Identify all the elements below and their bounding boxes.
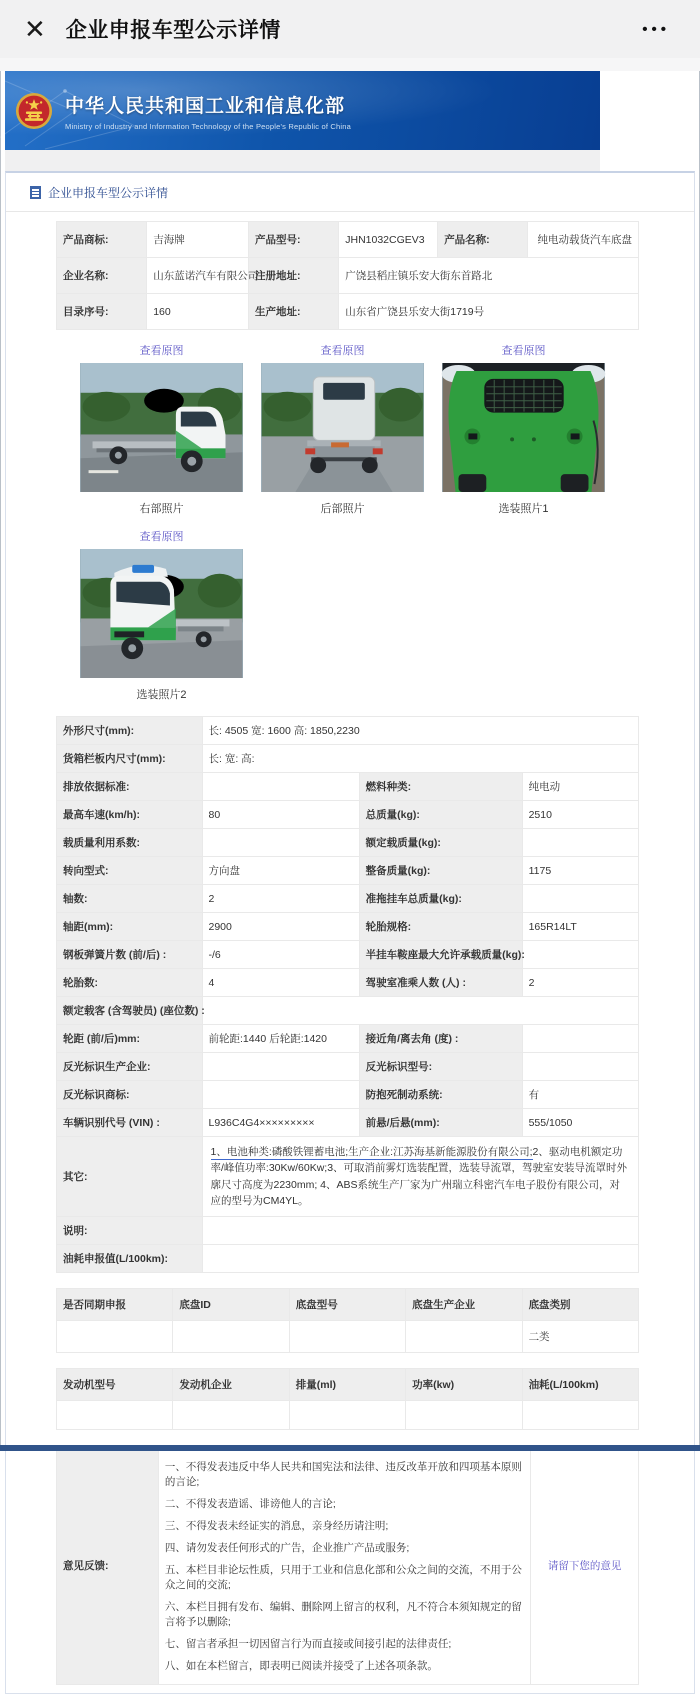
table-row	[57, 1081, 639, 1109]
table-row	[57, 773, 639, 801]
photo-gallery-row1	[80, 338, 639, 516]
field-value: 长: 宽: 高:	[202, 745, 639, 773]
more-menu-icon[interactable]: •••	[642, 20, 670, 38]
cell-value	[57, 1321, 173, 1353]
banner-subtitle: Ministry of Industry and Information Technology of the People's Republic of China	[65, 121, 351, 131]
table-row	[57, 829, 639, 857]
field-value: 2900	[202, 913, 359, 941]
breadcrumb	[6, 173, 694, 212]
feedback-rule-item: 二、不得发表造谣、诽谤他人的言论;	[164, 1497, 336, 1510]
field-label: 反光标识商标:	[57, 1081, 203, 1109]
feedback-rule-item: 六、本栏目拥有发布、编辑、删除网上留言的权利，凡不符合本须知规定的留言将予以删除;	[164, 1600, 522, 1628]
feedback-rule-item: 八、如在本栏留言，即表明已阅读并接受了上述各项条款。	[164, 1659, 438, 1672]
field-value	[202, 997, 639, 1025]
feedback-label: 意见反馈:	[57, 1447, 159, 1685]
column-header: 底盘ID	[173, 1289, 289, 1321]
field-label: 转向型式:	[57, 857, 203, 885]
field-value: 山东省广饶县乐安大街1719号	[339, 294, 639, 330]
field-value	[202, 1081, 359, 1109]
field-label: 油耗申报值(L/100km):	[57, 1245, 203, 1273]
feedback-table	[56, 1446, 639, 1685]
content-area	[6, 212, 694, 1693]
table-row	[57, 997, 639, 1025]
field-label: 轮胎规格:	[359, 913, 522, 941]
banner-bottom-strip	[5, 150, 600, 171]
chassis-table	[56, 1288, 639, 1353]
cell-value	[173, 1401, 289, 1430]
field-label: 目录序号:	[57, 294, 147, 330]
table-row	[57, 1217, 639, 1245]
table-row	[57, 1447, 639, 1685]
photo-gallery-row2	[80, 524, 639, 702]
engine-table	[56, 1368, 639, 1430]
field-value: 2	[522, 969, 638, 997]
photo-caption: 右部照片	[139, 503, 184, 515]
vehicle-photo-front-close[interactable]	[442, 363, 605, 492]
content-panel	[5, 171, 695, 1694]
photo-caption: 后部照片	[320, 503, 365, 515]
field-value: 山东蓝诺汽车有限公司	[147, 258, 249, 294]
field-label: 轮胎数:	[57, 969, 203, 997]
field-label: 额定载客 (含驾驶员) (座位数) :	[57, 997, 203, 1025]
field-label: 生产地址:	[249, 294, 339, 330]
field-value: 长: 4505 宽: 1600 高: 1850,2230	[202, 717, 639, 745]
field-value: 2510	[522, 801, 638, 829]
table-row	[57, 1401, 639, 1430]
view-original-link[interactable]: 查看原图	[139, 345, 184, 357]
view-original-link[interactable]: 查看原图	[139, 531, 184, 543]
field-value	[522, 1053, 638, 1081]
vehicle-photo-right-side[interactable]	[80, 363, 243, 492]
field-value: 纯电动	[522, 773, 638, 801]
field-label: 接近角/离去角 (度) :	[359, 1025, 522, 1053]
table-row	[57, 801, 639, 829]
table-row	[57, 1321, 639, 1353]
field-label: 防抱死制动系统:	[359, 1081, 522, 1109]
field-label: 燃料种类:	[359, 773, 522, 801]
table-row	[57, 913, 639, 941]
table-row	[57, 1289, 639, 1321]
vehicle-photo-rear[interactable]	[261, 363, 424, 492]
field-value: 广饶县稻庄镇乐安大街东首路北	[339, 258, 639, 294]
field-value	[522, 941, 638, 969]
table-row	[57, 258, 639, 294]
column-header: 油耗(L/100km)	[522, 1369, 638, 1401]
field-label: 整备质量(kg):	[359, 857, 522, 885]
field-value: 纯电动载货汽车底盘	[528, 222, 639, 258]
leave-comment-link[interactable]: 请留下您的意见	[531, 1447, 639, 1685]
field-value	[202, 1137, 639, 1217]
field-value	[522, 885, 638, 913]
field-value: 165R14LT	[522, 913, 638, 941]
field-label: 载质量利用系数:	[57, 829, 203, 857]
field-label: 货箱栏板内尺寸(mm):	[57, 745, 203, 773]
table-row	[57, 717, 639, 745]
table-row	[57, 745, 639, 773]
field-label: 前悬/后悬(mm):	[359, 1109, 522, 1137]
feedback-rule-item: 四、请勿发表任何形式的广告，企业推广产品或服务;	[164, 1541, 410, 1554]
feedback-rule-item: 五、本栏目非论坛性质，只用于工业和信息化部和公众之间的交流，不用于公众之间的交流;	[164, 1563, 522, 1591]
other-text: 2、驱动电机额定功率/峰值功率:30Kw/60Kw;3、可取消前雾灯选装配置，选装导流罩，驾驶室安装导流罩时外廓尺寸高度为2230mm; 4、ABS系统生产厂家为广州瑞立科密汽车电子股份有限公司，对应的型号为CM4YL。	[210, 1146, 628, 1207]
field-label: 产品名称:	[438, 222, 528, 258]
cell-value	[173, 1321, 289, 1353]
field-label: 钢板弹簧片数 (前/后) :	[57, 941, 203, 969]
field-label: 最高车速(km/h):	[57, 801, 203, 829]
photo-caption: 选装照片2	[136, 689, 187, 701]
column-header: 底盘型号	[289, 1289, 405, 1321]
product-info-table	[56, 221, 639, 330]
footer-bar	[0, 1445, 700, 1451]
cell-value	[57, 1401, 173, 1430]
cell-value	[522, 1401, 638, 1430]
field-value: 2	[202, 885, 359, 913]
appbar-gap	[0, 58, 700, 71]
field-value: 吉海牌	[147, 222, 249, 258]
photo-caption: 选装照片1	[498, 503, 549, 515]
field-value: 1175	[522, 857, 638, 885]
cell-value	[406, 1401, 522, 1430]
field-value: 方向盘	[202, 857, 359, 885]
photo-figure	[261, 338, 424, 516]
table-row	[57, 1109, 639, 1137]
cell-value	[406, 1321, 522, 1353]
field-value: 80	[202, 801, 359, 829]
feedback-rule-item: 七、留言者承担一切因留言行为而直接或间接引起的法律责任;	[164, 1637, 452, 1650]
field-label: 企业名称:	[57, 258, 147, 294]
table-row	[57, 969, 639, 997]
photo-figure	[80, 524, 243, 702]
table-row	[57, 941, 639, 969]
column-header: 是否同期申报	[57, 1289, 173, 1321]
column-header: 排量(ml)	[289, 1369, 405, 1401]
miit-banner	[5, 71, 600, 150]
feedback-rules	[158, 1447, 530, 1685]
field-label: 说明:	[57, 1217, 203, 1245]
table-row	[57, 1053, 639, 1081]
column-header: 底盘类别	[522, 1289, 638, 1321]
close-icon[interactable]: ✕	[24, 14, 46, 44]
column-header: 发动机企业	[173, 1369, 289, 1401]
photo-figure	[80, 338, 243, 516]
field-label: 外形尺寸(mm):	[57, 717, 203, 745]
field-value	[202, 773, 359, 801]
field-value: JHN1032CGEV3	[339, 222, 438, 258]
document-icon	[30, 186, 41, 199]
field-label: 额定载质量(kg):	[359, 829, 522, 857]
cell-value: 二类	[522, 1321, 638, 1353]
field-value	[522, 829, 638, 857]
column-header: 发动机型号	[57, 1369, 173, 1401]
spec-table	[56, 716, 639, 1273]
field-value: 160	[147, 294, 249, 330]
field-label: 轴距(mm):	[57, 913, 203, 941]
field-value	[202, 1245, 639, 1273]
field-value: 4	[202, 969, 359, 997]
table-row	[57, 1025, 639, 1053]
field-value	[202, 829, 359, 857]
table-row	[57, 1369, 639, 1401]
column-header: 底盘生产企业	[406, 1289, 522, 1321]
auto-link-text: 1、电池种类:磷酸铁锂蓄电池;生产企业:江苏海基新能源股份有限公司;	[210, 1146, 533, 1158]
field-label: 准拖挂车总质量(kg):	[359, 885, 522, 913]
field-label: 半挂车鞍座最大允许承载质量(kg):	[359, 941, 522, 969]
table-row	[57, 222, 639, 258]
page-title: 企业申报车型公示详情	[65, 19, 281, 42]
feedback-rule-item: 一、不得发表违反中华人民共和国宪法和法律、违反改革开放和四项基本原则的言论;	[164, 1460, 522, 1488]
table-row	[57, 885, 639, 913]
field-value: -/6	[202, 941, 359, 969]
feedback-rule-item: 三、不得发表未经证实的消息，亲身经历请注明;	[164, 1519, 389, 1532]
field-label: 注册地址:	[249, 258, 339, 294]
photo-figure	[442, 338, 605, 516]
field-value: 有	[522, 1081, 638, 1109]
field-label: 其它:	[57, 1137, 203, 1217]
field-label: 车辆识别代号 (VIN) :	[57, 1109, 203, 1137]
view-original-link[interactable]: 查看原图	[501, 345, 546, 357]
field-value	[522, 1025, 638, 1053]
banner-title: 中华人民共和国工业和信息化部	[65, 95, 346, 117]
field-value: 前轮距:1440 后轮距:1420	[202, 1025, 359, 1053]
field-label: 总质量(kg):	[359, 801, 522, 829]
field-label: 排放依据标准:	[57, 773, 203, 801]
field-value	[202, 1053, 359, 1081]
field-label: 轴数:	[57, 885, 203, 913]
table-row	[57, 857, 639, 885]
field-label: 反光标识型号:	[359, 1053, 522, 1081]
cell-value	[289, 1401, 405, 1430]
table-row	[57, 1245, 639, 1273]
field-label: 驾驶室准乘人数 (人) :	[359, 969, 522, 997]
table-row	[57, 294, 639, 330]
field-label: 产品商标:	[57, 222, 147, 258]
app-bar	[0, 0, 700, 58]
breadcrumb-label: 企业申报车型公示详情	[48, 186, 169, 200]
table-row	[57, 1137, 639, 1217]
view-original-link[interactable]: 查看原图	[320, 345, 365, 357]
column-header: 功率(kw)	[406, 1369, 522, 1401]
cell-value	[289, 1321, 405, 1353]
field-value: L936C4G4×××××××××	[202, 1109, 359, 1137]
field-label: 反光标识生产企业:	[57, 1053, 203, 1081]
national-emblem-icon	[15, 92, 53, 130]
field-value	[202, 1217, 639, 1245]
field-value: 555/1050	[522, 1109, 638, 1137]
vehicle-photo-front-left[interactable]	[80, 549, 243, 678]
field-label: 轮距 (前/后)mm:	[57, 1025, 203, 1053]
field-label: 产品型号:	[249, 222, 339, 258]
